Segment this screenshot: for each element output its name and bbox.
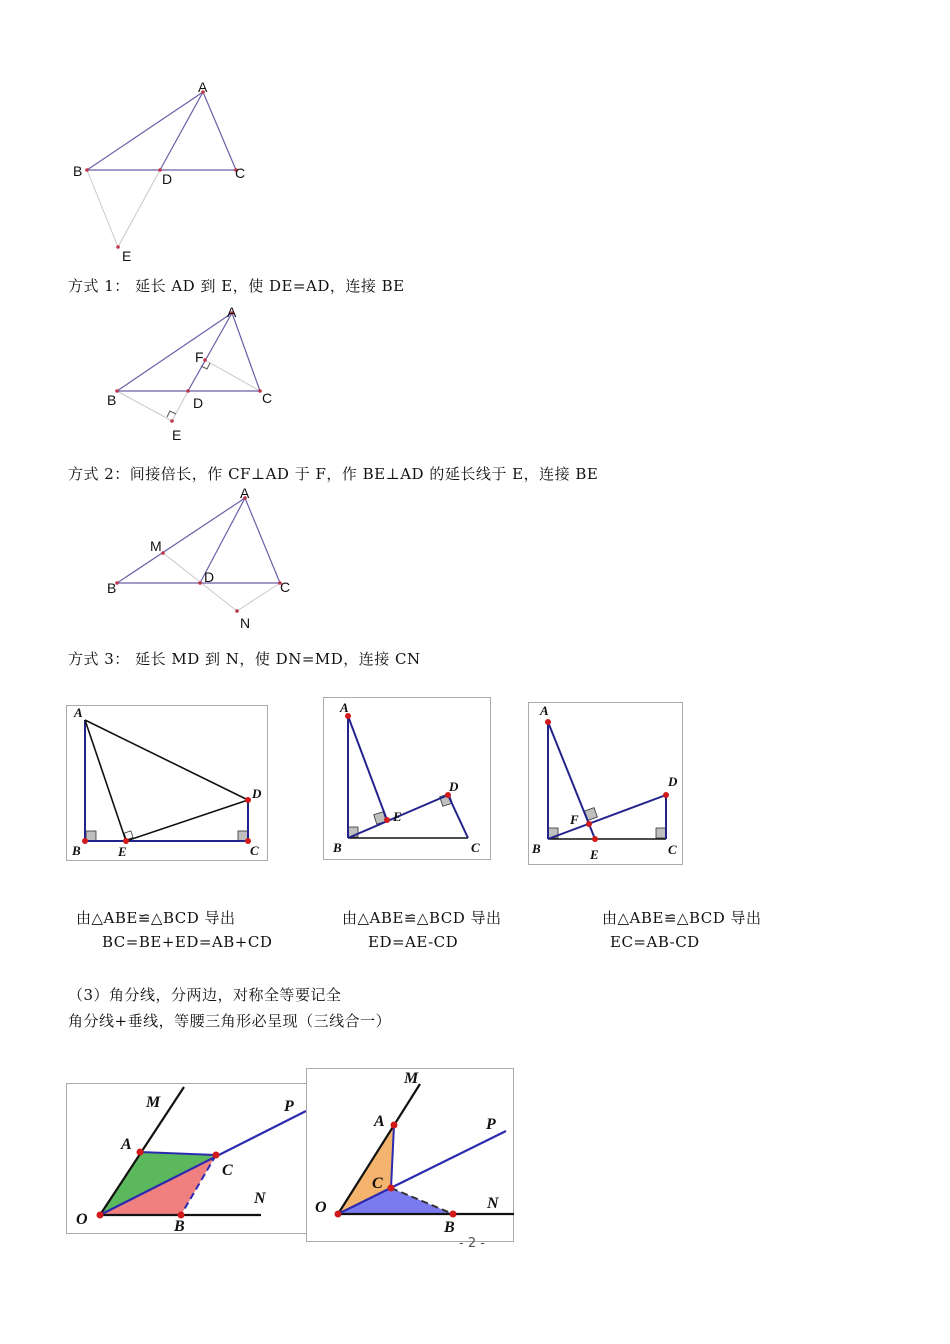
label-F: F [195, 349, 204, 365]
box-2-result: ED=AE-CD [368, 933, 459, 951]
label-O: O [76, 1211, 88, 1228]
box-2-derive: 由△ABE≌△BCD 导出 [342, 909, 502, 927]
label-B: B [107, 580, 117, 596]
angle-bisector-figure-right [306, 1068, 516, 1243]
box-1-derive: 由△ABE≌△BCD 导出 [76, 909, 236, 927]
label-D: D [193, 395, 204, 411]
label-C: C [372, 1175, 383, 1192]
figure-3-triangle [100, 485, 310, 635]
label-P: P [284, 1098, 294, 1115]
label-M: M [150, 538, 162, 554]
label-E: E [172, 427, 182, 443]
figure-1-triangle [60, 75, 300, 275]
label-C: C [280, 579, 291, 595]
label-B: B [72, 843, 81, 858]
label-A: A [74, 705, 83, 720]
label-E: E [590, 847, 599, 862]
label-E: E [118, 844, 127, 859]
figure-2-triangle [95, 300, 315, 450]
box-1-figure [66, 705, 270, 862]
box-3-derive: 由△ABE≌△BCD 导出 [602, 909, 762, 927]
label-E: E [393, 809, 402, 824]
angle-bisector-figure-left [66, 1083, 308, 1235]
label-N: N [240, 615, 251, 631]
label-A: A [540, 703, 549, 718]
label-C: C [668, 842, 677, 857]
box-3-result: EC=AB-CD [610, 933, 700, 951]
label-F: F [570, 812, 579, 827]
label-O: O [315, 1199, 327, 1216]
label-N: N [254, 1190, 266, 1207]
label-A: A [198, 79, 208, 95]
label-B: B [444, 1219, 455, 1236]
label-A: A [240, 485, 250, 501]
label-D: D [162, 171, 173, 187]
caption-method-1: 方式 1： 延长 AD 到 E，使 DE=AD，连接 BE [68, 277, 405, 295]
label-C: C [262, 390, 273, 406]
label-N: N [487, 1195, 499, 1212]
section-3-heading: （3）角分线，分两边，对称全等要记全 [68, 986, 342, 1004]
label-B: B [532, 841, 541, 856]
label-B: B [174, 1218, 185, 1235]
label-P: P [486, 1116, 496, 1133]
label-D: D [252, 786, 262, 801]
box-3-figure [528, 702, 685, 866]
label-M: M [404, 1070, 419, 1087]
label-C: C [250, 843, 259, 858]
label-M: M [146, 1094, 161, 1111]
label-B: B [107, 392, 117, 408]
label-D: D [449, 779, 459, 794]
label-E: E [122, 248, 132, 264]
label-D: D [668, 774, 678, 789]
box-1-result: BC=BE+ED=AB+CD [102, 933, 273, 951]
label-B: B [333, 840, 342, 855]
label-A: A [374, 1113, 385, 1130]
label-C: C [235, 165, 246, 181]
label-C: C [471, 840, 480, 855]
caption-method-3: 方式 3： 延长 MD 到 N，使 DN=MD，连接 CN [68, 650, 421, 668]
label-D: D [204, 569, 215, 585]
label-B: B [73, 163, 83, 179]
label-C: C [222, 1162, 233, 1179]
label-A: A [121, 1136, 132, 1153]
caption-method-2: 方式 2：间接倍长，作 CF⊥AD 于 F，作 BE⊥AD 的延长线于 E，连接 BE [68, 465, 599, 483]
box-2-figure [323, 697, 493, 861]
section-3-line-2: 角分线+垂线，等腰三角形必呈现（三线合一） [68, 1012, 392, 1030]
label-A: A [227, 304, 237, 320]
label-A: A [340, 700, 349, 715]
page-number: - 2 - [459, 1236, 485, 1251]
